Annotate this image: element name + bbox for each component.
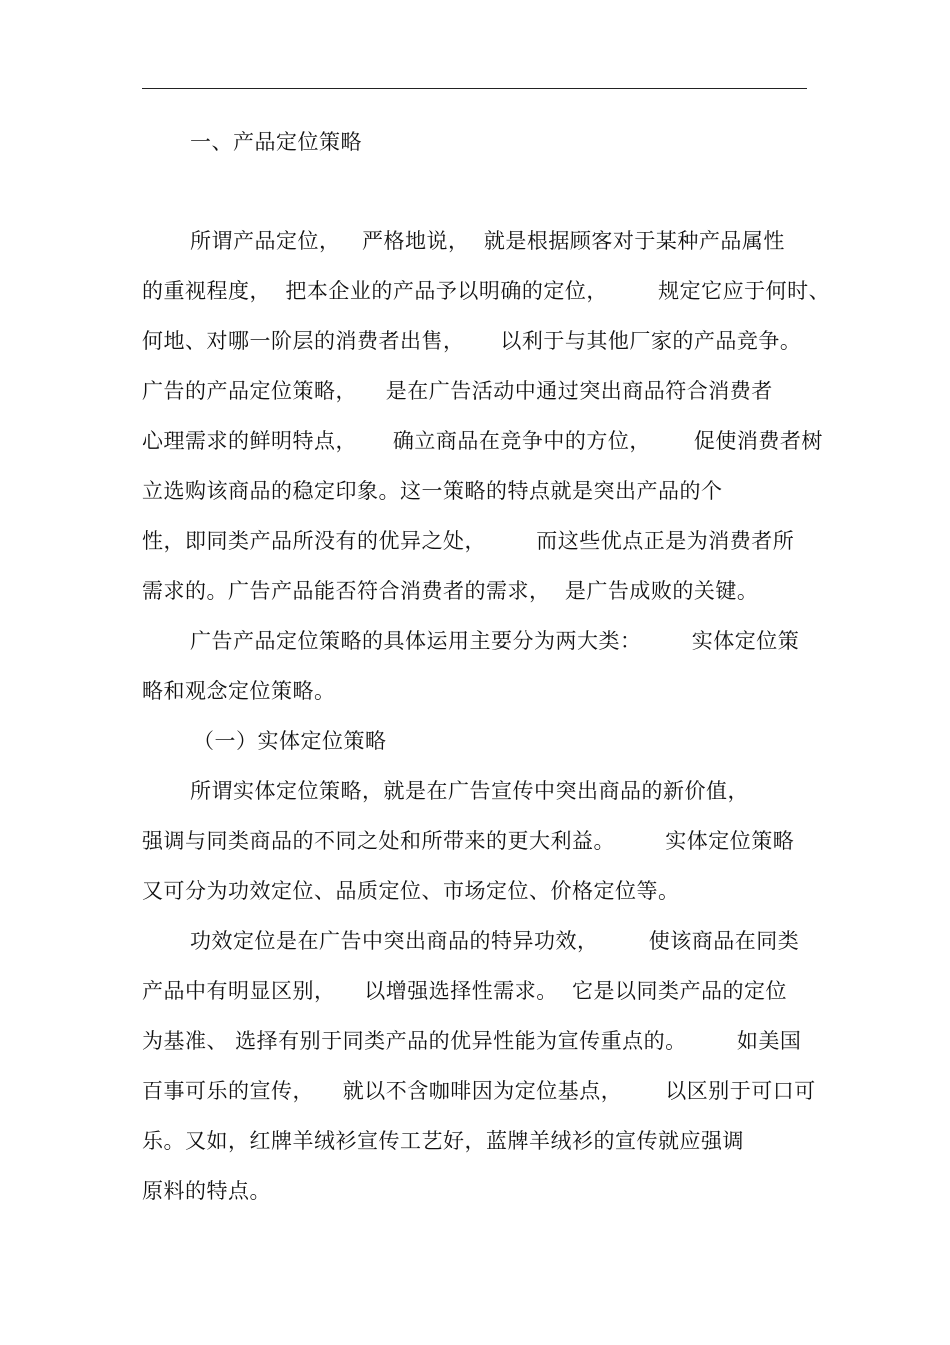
body-line-3: 何地、对哪一阶层的消费者出售， 以利于与其他厂家的产品竞争。 bbox=[142, 329, 802, 353]
subsection-heading: （一）实体定位策略 bbox=[193, 729, 387, 753]
body-line-4: 广告的产品定位策略， 是在广告活动中通过突出商品符合消费者 bbox=[142, 379, 773, 403]
body-line-13: 强调与同类商品的不同之处和所带来的更大利益。 实体定位策略 bbox=[142, 829, 795, 853]
body-line-19: 乐。又如，红牌羊绒衫宣传工艺好，蓝牌羊绒衫的宣传就应强调 bbox=[142, 1129, 744, 1153]
body-line-16: 产品中有明显区别， 以增强选择性需求。 它是以同类产品的定位 bbox=[142, 979, 788, 1003]
header-rule bbox=[142, 88, 807, 89]
body-line-20: 原料的特点。 bbox=[142, 1179, 271, 1203]
body-line-12: 所谓实体定位策略，就是在广告宣传中突出商品的新价值， bbox=[190, 779, 749, 803]
section-heading: 一、产品定位策略 bbox=[190, 130, 362, 154]
body-line-5: 心理需求的鲜明特点， 确立商品在竞争中的方位， 促使消费者树 bbox=[142, 429, 823, 453]
body-line-1: 所谓产品定位， 严格地说， 就是根据顾客对于某种产品属性 bbox=[190, 229, 785, 253]
body-line-8: 需求的。广告产品能否符合消费者的需求， 是广告成败的关键。 bbox=[142, 579, 759, 603]
body-line-14: 又可分为功效定位、品质定位、市场定位、价格定位等。 bbox=[142, 879, 680, 903]
body-line-18: 百事可乐的宣传， 就以不含咖啡因为定位基点， 以区别于可口可 bbox=[142, 1079, 816, 1103]
body-line-2: 的重视程度， 把本企业的产品予以明确的定位， 规定它应于何时、 bbox=[142, 279, 831, 303]
body-line-7: 性，即同类产品所没有的优异之处， 而这些优点正是为消费者所 bbox=[142, 529, 795, 553]
body-line-10: 略和观念定位策略。 bbox=[142, 679, 336, 703]
body-line-6: 立选购该商品的稳定印象。这一策略的特点就是突出产品的个 bbox=[142, 479, 723, 503]
body-line-9: 广告产品定位策略的具体运用主要分为两大类： 实体定位策 bbox=[190, 629, 800, 653]
body-line-15: 功效定位是在广告中突出商品的特异功效， 使该商品在同类 bbox=[190, 929, 800, 953]
body-line-17: 为基准、 选择有别于同类产品的优异性能为宣传重点的。 如美国 bbox=[142, 1029, 802, 1053]
